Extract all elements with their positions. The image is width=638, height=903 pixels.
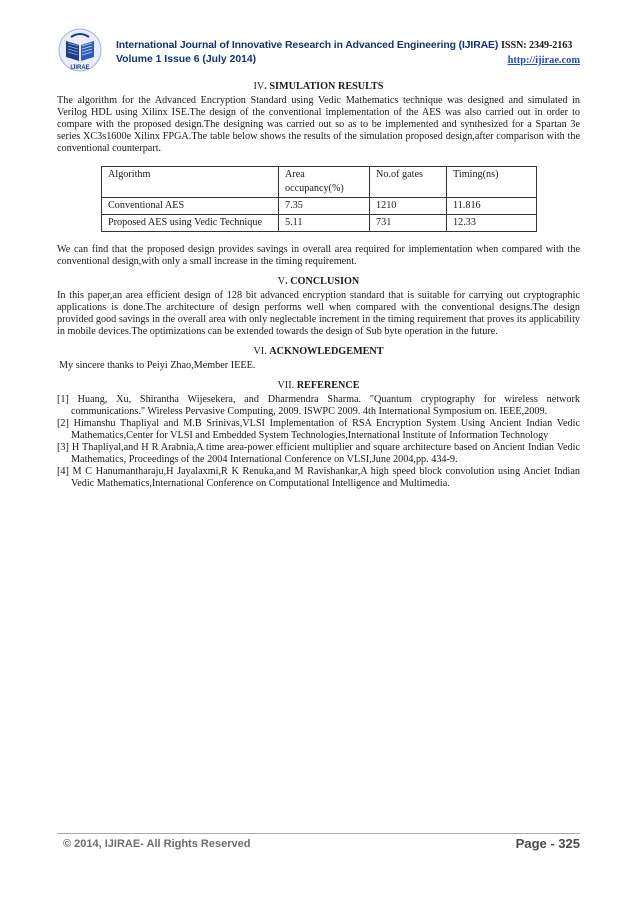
reference-item: [4] M C Hanumantharaju,H Jayalaxmi,R K Renuka,and M Ravishankar,A high speed block convolution using Anciet Indian Vedic Mathematics,International Conference on Computational Intelligence and Multimedia. — [57, 466, 580, 489]
acknowledgement-paragraph: My sincere thanks to Peiyi Zhao,Member IEEE. — [59, 360, 256, 371]
table-cell: 5.11 — [279, 215, 370, 232]
table-cell: 7.35 — [279, 198, 370, 215]
table-cell: 731 — [370, 215, 447, 232]
section-heading-conclusion: V. CONCLUSION — [277, 276, 360, 287]
volume-issue: Volume 1 Issue 6 (July 2014) — [116, 54, 257, 65]
table-cell: Proposed AES using Vedic Technique — [102, 215, 279, 232]
section-heading-acknowledgement: VI. ACKNOWLEDGEMENT — [253, 346, 384, 357]
journal-logo — [57, 27, 103, 73]
svg-text:IJIRAE: IJIRAE — [70, 65, 90, 71]
journal-title — [116, 40, 586, 51]
journal-name: International Journal of Innovative Research in Advanced Engineering (IJIRAE) — [116, 40, 499, 51]
table-row — [102, 215, 537, 232]
table-header-cell: Area occupancy(%) — [279, 167, 370, 198]
reference-item: [2] Himanshu Thapliyal and M.B Srinivas,VLSI Implementation of RSA Encryption System Using Ancient Indian Vedic Mathematics,Center for VLSI and Embedded System Technologies,International Institute of Information Technology — [57, 418, 580, 441]
reference-item: [3] H Thapliyal,and H R Arabnia,A time area-power efficient multiplier and square architecture based on Ancient Indian Vedic Mathematics, Proceedings of the 2004 International Conference on VLSI,June 2004,pp. 434-9. — [57, 442, 580, 465]
book-logo-icon — [57, 27, 103, 73]
table-header-row — [102, 167, 537, 198]
section-heading-simulation: IV. SIMULATION RESULTS — [253, 81, 384, 92]
table-header-cell: Algorithm — [102, 167, 279, 198]
copyright-notice: © 2014, IJIRAE- All Rights Reserved — [63, 838, 251, 850]
results-table — [101, 166, 537, 232]
simulation-paragraph: The algorithm for the Advanced Encryption Standard using Vedic Mathematics technique was designed and simulated in Verilog HDL using Xilinx ISE.The design of the conventional implementation of the AES was also carried out in order to compare with the proposed design.The designing was carried out so as to be implemented and synthesized for a Spartan 3e series XC3s1600e Xilinx FPGA.The table below shows the results of the simulation proposed design,after comparison with the conventional counterpart. — [57, 95, 580, 154]
journal-url-link[interactable]: http://ijirae.com — [507, 55, 580, 66]
reference-item: [1] Huang, Xu, Shirantha Wijesekera, and Dharmendra Sharma. "Quantum cryptography for wireless network communications." Wireless Pervasive Computing, 2009. ISWPC 2009. 4th International Symposium on. IEEE,2009. — [57, 394, 580, 417]
section-heading-reference: VII. REFERENCE — [277, 380, 360, 391]
table-cell: 1210 — [370, 198, 447, 215]
table-row — [102, 198, 537, 215]
page-number: Page - 325 — [515, 836, 580, 851]
table-cell: 12.33 — [447, 215, 537, 232]
footer-divider — [57, 833, 580, 834]
table-cell: 11.816 — [447, 198, 537, 215]
issn: ISSN: 2349-2163 — [501, 40, 573, 51]
table-header-cell: Timing(ns) — [447, 167, 537, 198]
conclusion-paragraph: In this paper,an area efficient design of 128 bit advanced encryption standard that is suitable for carrying out cryptographic applications is done.The architecture of design performs well when compared with the conventional designs.The design provided good savings in the overall area with only neglectable increment in the timing requirement that proves its applicability in mobile devices.The optimizations can be extended towards the design of Sub byte operation in the future. — [57, 290, 580, 337]
page-content — [57, 81, 580, 490]
table-cell: Conventional AES — [102, 198, 279, 215]
table-header-cell: No.of gates — [370, 167, 447, 198]
after-table-paragraph: We can find that the proposed design provides savings in overall area required for implementation when compared with the conventional design,with only a small increase in the timing requirement. — [57, 244, 580, 267]
